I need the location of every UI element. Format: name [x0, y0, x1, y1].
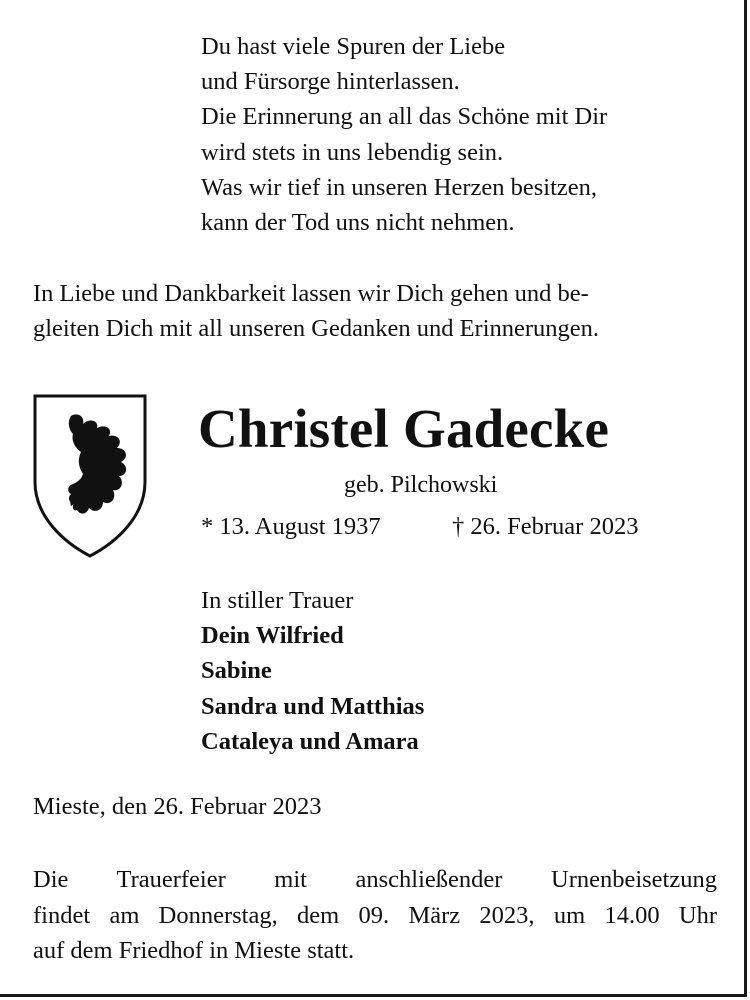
mourners	[201, 583, 424, 759]
mourner-name: Sabine	[201, 657, 272, 685]
mourner-name: Sandra und Matthias	[201, 692, 425, 720]
intro-line: In Liebe und Dankbarkeit lassen wir Dich gehen und be-	[33, 280, 589, 307]
poem-line: Die Erinnerung an all das Schöne mit Dir	[201, 103, 608, 131]
intro-text	[33, 276, 715, 346]
death-date: † 26. Februar 2023	[452, 513, 639, 540]
place-date: Mieste, den 26. Februar 2023	[33, 793, 322, 820]
mourners-intro: In stiller Trauer	[201, 587, 354, 614]
ceremony-line: Die Trauerfeier mit anschließender Urnenbeisetzung	[33, 866, 717, 893]
poem-line: und Fürsorge hinterlassen.	[201, 68, 460, 96]
birth-name: geb. Pilchowski	[344, 472, 498, 498]
intro-line: gleiten Dich mit all unseren Gedanken und Erinnerungen.	[33, 315, 600, 342]
poem-line: kann der Tod uns nicht nehmen.	[201, 209, 515, 237]
ceremony-info	[33, 862, 717, 969]
poem-line: Was wir tief in unseren Herzen besitzen,	[201, 173, 597, 201]
mourner-name: Cataleya und Amara	[201, 727, 419, 755]
ceremony-line: auf dem Friedhof in Mieste statt.	[33, 937, 355, 964]
deceased-name: Christel Gadecke	[198, 398, 610, 459]
mourner-name: Dein Wilfried	[201, 622, 344, 650]
poem-line: Du hast viele Spuren der Liebe	[201, 33, 506, 60]
coat-of-arms-icon	[33, 394, 147, 558]
poem	[201, 29, 607, 240]
birth-date: * 13. August 1937	[201, 513, 381, 540]
ceremony-line: findet am Donnerstag, dem 09. März 2023, um 14.00 Uhr	[33, 901, 717, 929]
poem-line: wird stets in uns lebendig sein.	[201, 138, 504, 166]
